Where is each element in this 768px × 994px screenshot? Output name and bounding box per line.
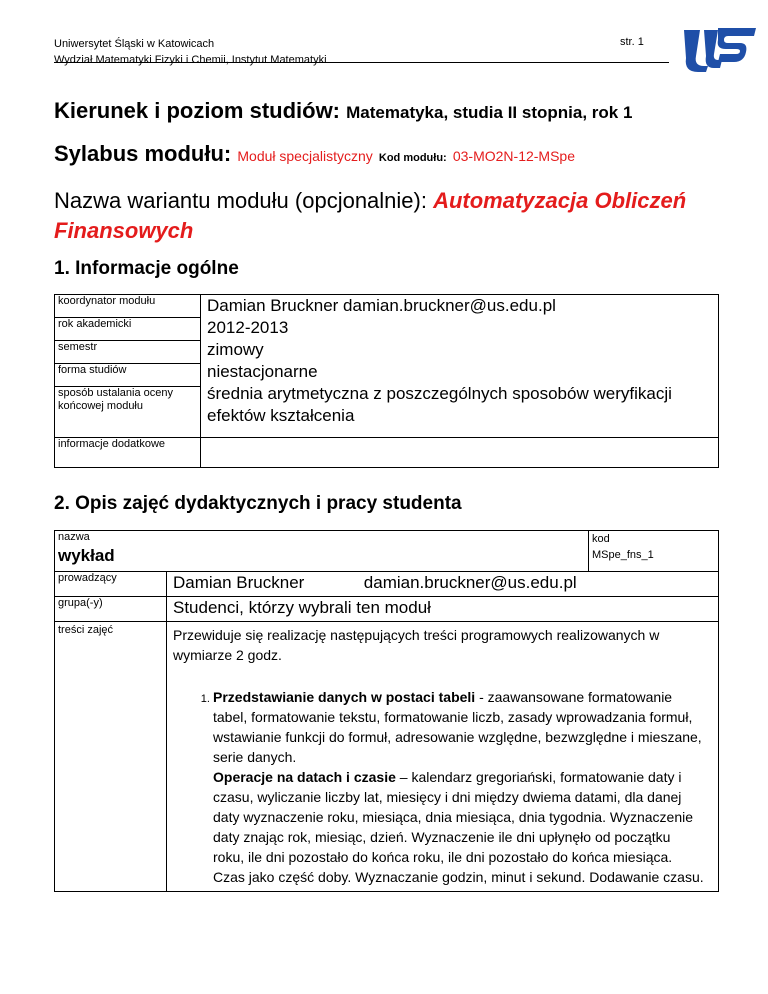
group-value: Studenci, którzy wybrali ten moduł — [167, 597, 719, 622]
variant-name: Automatyzacja Obliczeń Finansowych — [54, 188, 687, 243]
syllabus-label: Sylabus modułu: — [54, 141, 232, 166]
course-name: wykład — [58, 546, 115, 565]
general-info-table — [54, 294, 719, 468]
list-item — [213, 687, 704, 887]
teacher-email: damian.bruckner@us.edu.pl — [363, 573, 577, 592]
topic-title: Przedstawianie danych w postaci tabeli — [213, 689, 476, 705]
semester-value: zimowy — [207, 340, 264, 359]
course-description-table — [54, 530, 719, 892]
course-name-row — [55, 531, 719, 572]
grading-value: średnia arytmetyczna z poszczególnych sposobów weryfikacji efektów kształcenia — [207, 384, 672, 425]
teacher-name: Damian Bruckner — [173, 573, 305, 592]
course-code-cell — [589, 531, 719, 572]
group-label: grupa(-y) — [55, 597, 167, 622]
content-label: treści zajęć — [55, 622, 167, 892]
group-row — [55, 597, 719, 622]
content-list — [173, 687, 704, 887]
section-1-heading: 1. Informacje ogólne — [54, 258, 239, 279]
additional-info-value — [201, 438, 719, 468]
coordinator-value: Damian Bruckner damian.bruckner@us.edu.pl — [207, 296, 556, 315]
teacher-label: prowadzący — [55, 572, 167, 597]
info-label: rok akademicki — [55, 318, 201, 341]
info-label: informacje dodatkowe — [55, 438, 201, 468]
course-name-cell — [55, 531, 589, 572]
faculty-name: Wydział Matematyki Fizyki i Chemii, Instytut Matematyki — [54, 54, 327, 66]
university-name: Uniwersytet Śląski w Katowicach — [54, 38, 215, 50]
teacher-row — [55, 572, 719, 597]
topic-text: - zaawansowane formatowanie tabel, formatowanie tekstu, formatowanie liczb, zasady wprowadzania formuł, wstawianie funkcji do formuł, adresowanie względne, bezwzględne i mieszane, serie danych. — [213, 689, 702, 765]
course-code: MSpe_fns_1 — [592, 549, 654, 561]
topic-title-2: Operacje na datach i czasie — [213, 769, 396, 785]
page-header — [54, 36, 327, 68]
info-label: semestr — [55, 341, 201, 364]
course-code-label: kod — [592, 533, 610, 545]
info-label: koordynator modułu — [55, 295, 201, 318]
course-name-label: nazwa — [58, 531, 90, 543]
info-values — [201, 295, 719, 438]
study-field-value: Matematyka, studia II stopnia, rok 1 — [346, 103, 633, 122]
content-intro: Przewiduje się realizację następujących treści programowych realizowanych w wymiarze 2 godz. — [173, 627, 660, 663]
syllabus-heading — [54, 141, 575, 167]
info-row — [55, 295, 719, 318]
info-label: forma studiów — [55, 364, 201, 387]
year-value: 2012-2013 — [207, 318, 289, 337]
module-code-label: Kod modułu: — [378, 152, 447, 164]
page-number: str. 1 — [620, 36, 644, 48]
university-logo — [678, 18, 758, 78]
variant-heading — [54, 186, 694, 246]
content-cell — [167, 622, 719, 892]
variant-label: Nazwa wariantu modułu (opcjonalnie): — [54, 188, 427, 213]
study-form-value: niestacjonarne — [207, 362, 318, 381]
info-row — [55, 438, 719, 468]
teacher-cell — [167, 572, 719, 597]
module-type: Moduł specjalistyczny — [237, 148, 373, 164]
topic-text-2: – kalendarz gregoriański, formatowanie daty i czasu, wyliczanie liczby lat, miesięcy i dni między dwiema datami, dla danej daty wyznaczenie roku, miesiąca, dnia miesiąca, dnia tygodnia. Wyznaczenie daty znając rok, miesiąc, dzień. Wyznaczenie ile dni upłynęło od początku roku, ile dni pozostało do końca roku, ile dni pozostało do końca miesiąca. Czas jako część doby. Wyznaczanie godzin, minut i sekund. Dodawanie czasu. — [213, 769, 704, 885]
header-divider — [54, 62, 669, 63]
study-field-label: Kierunek i poziom studiów: — [54, 98, 341, 123]
info-label: sposób ustalania oceny końcowej modułu — [55, 387, 201, 438]
module-code: 03-MO2N-12-MSpe — [452, 148, 575, 164]
content-row — [55, 622, 719, 892]
study-field-heading — [54, 98, 632, 124]
section-2-heading: 2. Opis zajęć dydaktycznych i pracy studenta — [54, 493, 462, 514]
